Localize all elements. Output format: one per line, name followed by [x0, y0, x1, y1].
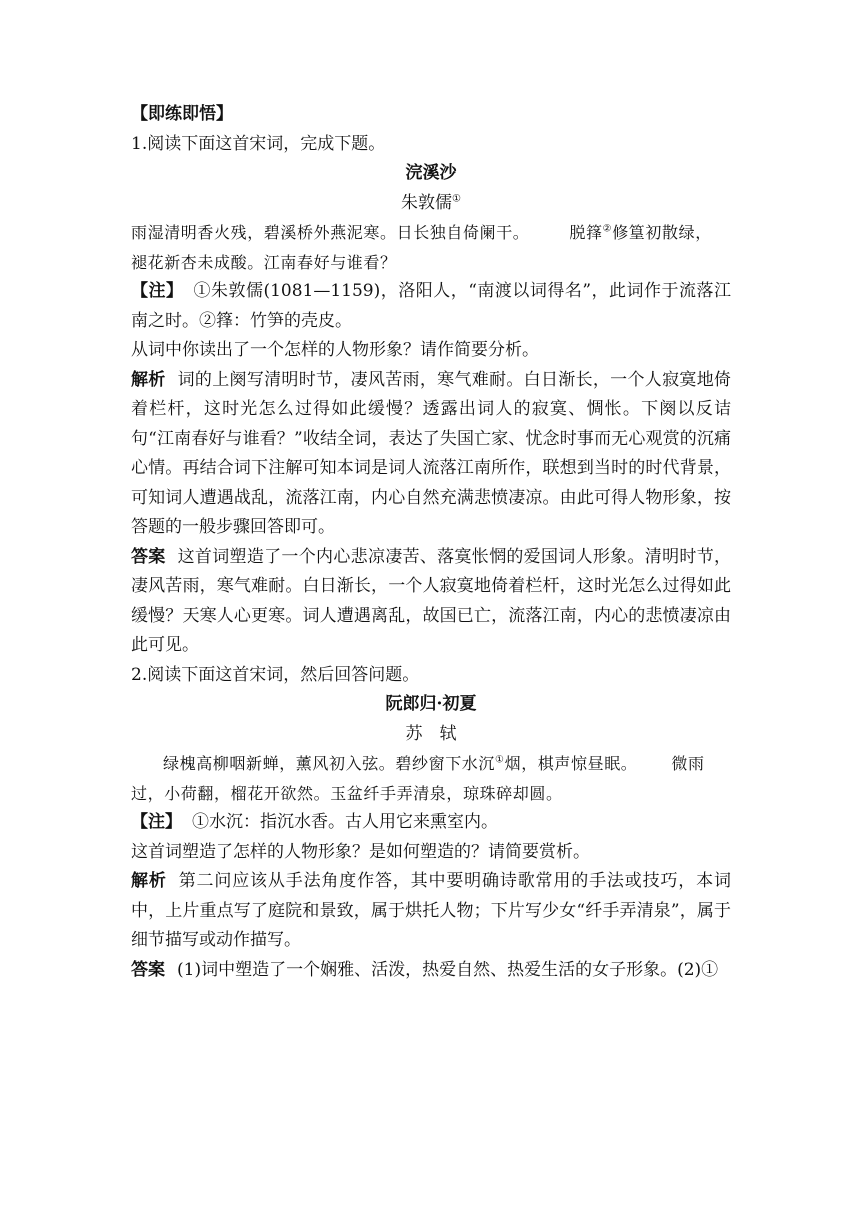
q1-answer-label: 答案: [131, 546, 166, 567]
q1-poem-line-1: [131, 218, 731, 248]
q2-poem-line-1c: 微雨: [671, 754, 705, 773]
q1-answer: [131, 543, 731, 661]
q2-poem-note-mark: ①: [495, 754, 505, 766]
q2-poem-line-2: 过，小荷翻，榴花开欲然。玉盆纤手弄清泉，琼珠碎却圆。: [131, 783, 563, 803]
q1-poem-line-1b: 脱箨: [569, 223, 603, 242]
q1-intro: 1.阅读下面这首宋词，完成下题。: [131, 133, 386, 154]
q1-author: [131, 189, 731, 219]
q2-note-text: ①水沉：指沉水香。古人用它来熏室内。: [192, 812, 498, 832]
q2-intro: 2.阅读下面这首宋词，然后回答问题。: [131, 664, 420, 685]
q2-poem-title: 阮郎归·初夏: [385, 694, 477, 714]
document-content: [131, 100, 731, 985]
q1-poem-line-2: 褪花新杏未成酸。江南春好与谁看？: [131, 252, 397, 272]
q2-author: 苏 轼: [405, 723, 457, 744]
q1-analysis-text: 词的上阕写清明时节，凄风苦雨，寒气难耐。白日渐长，一个人寂寞地倚着栏杆，这时光怎么过得如此缓慢？透露出词人的寂寞、惆怅。下阕以反诘句“江南春好与谁看？”收结全词，表达了失国亡家、忧念时事而无心观赏的沉痛心情。再结合词下注解可知本词是词人流落江南所作，联想到当时的时代背景，可知词人遭遇战乱，流落江南，内心自然充满悲愤凄凉。由此可得人物形象，按答题的一般步骤回答即可。: [131, 369, 732, 537]
q1-author-name: 朱敦儒: [401, 192, 453, 213]
q2-poem-line-1b: 烟，棋声惊昼眠。: [504, 754, 638, 773]
q2-analysis: [131, 867, 731, 956]
q1-answer-text: 这首词塑造了一个内心悲凉凄苦、落寞怅惘的爱国词人形象。清明时节，凄风苦雨，寒气难耐。白日渐长，一个人寂寞地倚着栏杆，这时光怎么过得如此缓慢？天寒人心更寒。词人遭遇离乱，故国已亡，流落江南，内心的悲愤凄凉由此可见。: [131, 546, 732, 655]
q1-question: 从词中你读出了一个怎样的人物形象？请作简要分析。: [131, 340, 539, 360]
q1-note-label: 【注】: [131, 281, 184, 301]
q1-poem-title: 浣溪沙: [405, 163, 457, 183]
q1-note-text: ①朱敦儒(1081—1159)，洛阳人，“南渡以词得名”，此词作于流落江南之时。②箨：竹笋的壳皮。: [131, 281, 731, 331]
section-heading: 【即练即悟】: [131, 104, 233, 124]
q1-author-note-mark: ①: [452, 192, 461, 204]
q2-answer-label: 答案: [131, 959, 165, 980]
q1-poem-note-mark: ②: [602, 223, 613, 235]
q2-analysis-text: 第二问应该从手法角度作答，其中要明确诗歌常用的手法或技巧，本词中，上片重点写了庭院和景致，属于烘托人物；下片写少女“纤手弄清泉”，属于细节描写或动作描写。: [131, 871, 731, 950]
q2-poem-line-1: [131, 749, 731, 779]
q1-poem-line-1a: 雨湿清明香火残，碧溪桥外燕泥寒。日长独自倚阑干。: [131, 223, 530, 242]
q1-analysis-label: 解析: [131, 369, 166, 390]
q2-poem-line-1a: 绿槐高柳咽新蝉，薰风初入弦。碧纱窗下水沉: [163, 754, 496, 773]
q2-analysis-label: 解析: [131, 871, 167, 891]
q2-question: 这首词塑造了怎样的人物形象？是如何塑造的？请简要赏析。: [131, 841, 590, 862]
q2-note-label: 【注】: [131, 812, 182, 832]
q2-note: [131, 808, 731, 838]
q2-answer: [131, 956, 731, 986]
q1-note: [131, 277, 731, 336]
q1-poem-line-1c: 修篁初散绿，: [612, 223, 712, 242]
q2-answer-text: (1)词中塑造了一个娴雅、活泼，热爱自然、热爱生活的女子形象。(2)①: [177, 959, 719, 980]
q1-analysis: [131, 366, 731, 543]
